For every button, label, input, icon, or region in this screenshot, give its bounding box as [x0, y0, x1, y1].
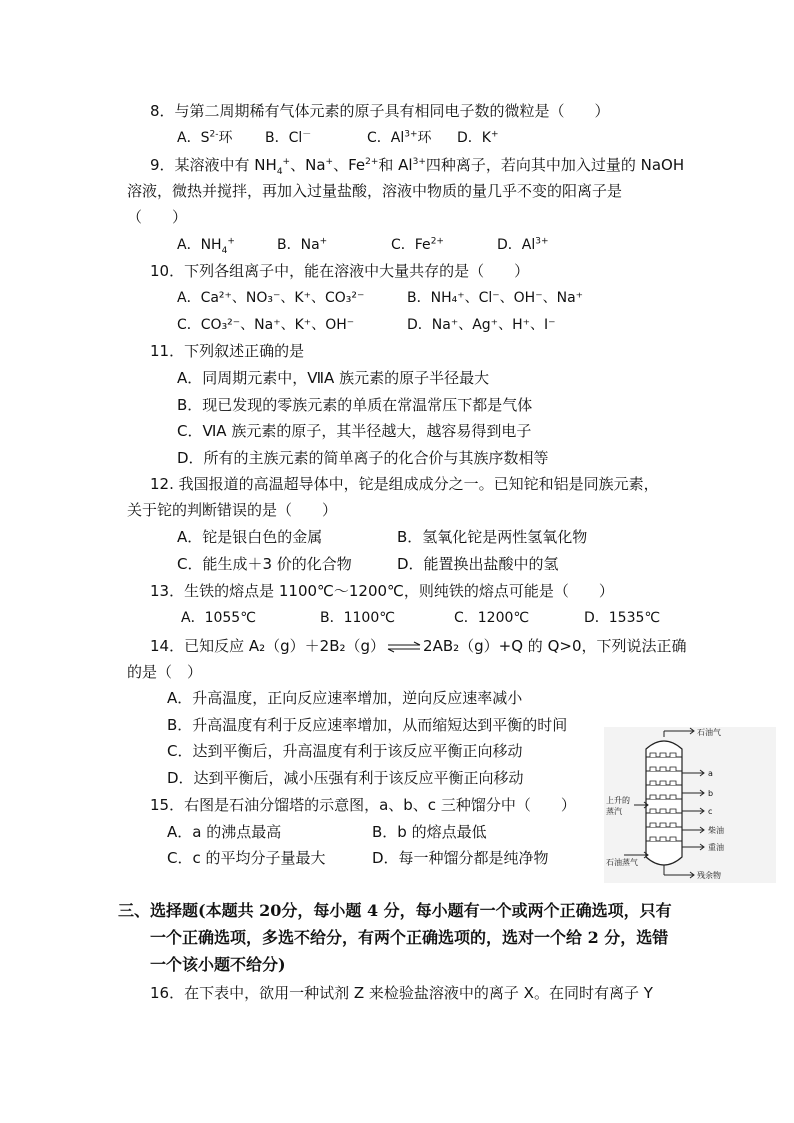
q11-option-b: B．现已发现的零族元素的单质在常温常压下都是气体 — [177, 396, 533, 414]
q14-option-c: C．达到平衡后，升高温度有利于该反应平衡正向移动 — [167, 742, 523, 760]
equilibrium-arrow-icon — [386, 641, 422, 653]
label-petroleum-gas: 石油气 — [697, 728, 721, 737]
label-fraction-b: b — [708, 789, 714, 798]
q15-option-b: B．b 的熔点最低 — [372, 823, 487, 841]
tower-body — [646, 741, 682, 865]
label-fraction-a: a — [708, 769, 713, 778]
q15-option-d: D．每一种馏分都是纯净物 — [372, 849, 549, 867]
q14-option-b: B．升高温度有利于反应速率增加，从而缩短达到平衡的时间 — [167, 716, 568, 734]
q13-option-b: B．1100℃ — [320, 610, 395, 626]
label-vapor: 蒸汽 — [606, 807, 622, 816]
q9-stem-line1: 9．某溶液中有 $NH_4^+$、Na+、$Fe^{2+}$和 $Al^{3+}$四种离子，若向其中加入过量的 NaOH — [150, 156, 685, 177]
q9-option-b: B．Na+ — [277, 236, 328, 253]
section3-heading-line3: 一个该小题不给分) — [150, 955, 286, 974]
label-rising: 上升的 — [606, 796, 630, 805]
q11-option-c: C．ⅥA 族元素的原子，其半径越大，越容易得到电子 — [177, 422, 532, 440]
q12-option-c: C．能生成＋3 价的化合物 — [177, 555, 352, 573]
q8-stem: 8．与第二周期稀有气体元素的原子具有相同电子数的微粒是（ ） — [150, 102, 610, 120]
q13-option-c: C．1200℃ — [454, 610, 530, 626]
q12-stem-line1: 12. 我国报道的高温超导体中，铊是组成成分之一。已知铊和铝是同族元素， — [150, 475, 659, 493]
q14-stem-line1: 14．已知反应 A₂（g）＋2B₂（g） 2AB₂（g）+Q 的 Q>0，下列说法正确 — [150, 637, 687, 655]
q15-option-c: C．c 的平均分子量最大 — [167, 849, 326, 867]
distillation-tower-diagram — [604, 727, 776, 883]
q12-stem-line2: 关于铊的判断错误的是（ ） — [127, 501, 338, 519]
q14-option-a: A．升高温度，正向反应速率增加，逆向反应速率减小 — [167, 689, 523, 707]
q10-option-b: B．NH₄⁺、Cl⁻、OH⁻、Na⁺ — [407, 290, 584, 306]
q12-option-d: D．能置换出盐酸中的氢 — [397, 555, 559, 573]
label-fraction-c: c — [708, 807, 713, 816]
q14-stem-line2: 的是（ ） — [127, 663, 203, 681]
label-feed: 石油蒸气 — [606, 858, 638, 867]
q12-option-b: B．氢氧化铊是两性氢氧化物 — [397, 528, 588, 546]
q14-option-d: D．达到平衡后，减小压强有利于该反应平衡正向移动 — [167, 769, 524, 787]
q8-option-a: A．$S^{2-}$环 — [177, 129, 233, 146]
section3-heading-line2: 一个正确选项，多选不给分，有两个正确选项的，选对一个给 2 分，选错 — [150, 928, 669, 947]
q9-stem-line2: 溶液，微热并搅拌，再加入过量盐酸，溶液中物质的量几乎不变的阳离子是 — [127, 182, 623, 200]
q12-option-a: A．铊是银白色的金属 — [177, 528, 323, 546]
q9-stem-line3: （ ） — [127, 208, 188, 226]
section3-heading-line1: 三、选择题(本题共 20分，每小题 4 分，每小题有一个或两个正确选项，只有 — [118, 901, 672, 920]
q9-option-c: C．$Fe^{2+}$ — [391, 236, 444, 253]
q15-stem: 15．右图是石油分馏塔的示意图，a、b、c 三种馏分中（ ） — [150, 796, 576, 814]
q11-option-d: D．所有的主族元素的简单离子的化合价与其族序数相等 — [177, 449, 549, 467]
q13-option-a: A．1055℃ — [181, 610, 256, 626]
q9-option-d: D．$Al^{3+}$ — [497, 236, 549, 253]
q8-option-c: C．$Al^{3+}$环 — [367, 129, 432, 146]
q11-option-a: A．同周期元素中，ⅦA 族元素的原子半径最大 — [177, 369, 490, 387]
q15-option-a: A．a 的沸点最高 — [167, 823, 282, 841]
q8-option-d: D．K+ — [457, 129, 499, 146]
q10-option-c: C．CO₃²⁻、Na⁺、K⁺、OH⁻ — [177, 317, 355, 333]
q13-stem: 13．生铁的熔点是 1100℃～1200℃，则纯铁的熔点可能是（ ） — [150, 582, 614, 600]
q10-option-a: A．Ca²⁺、NO₃⁻、K⁺、CO₃²⁻ — [177, 290, 365, 306]
label-heavy-oil: 重油 — [708, 843, 724, 852]
q8-option-b: B．Cl－ — [265, 129, 312, 146]
q13-option-d: D．1535℃ — [584, 610, 661, 626]
label-diesel: 柴油 — [708, 826, 724, 835]
label-residue: 残余物 — [697, 871, 721, 880]
q10-option-d: D．Na⁺、Ag⁺、H⁺、I⁻ — [407, 317, 556, 333]
q10-stem: 10．下列各组离子中，能在溶液中大量共存的是（ ） — [150, 262, 530, 280]
q9-option-a: A．$NH_4^+$ — [177, 236, 235, 256]
q11-stem: 11．下列叙述正确的是 — [150, 342, 305, 360]
q16-stem: 16．在下表中，欲用一种试剂 Z 来检验盐溶液中的离子 X。在同时有离子 Y — [150, 984, 653, 1002]
